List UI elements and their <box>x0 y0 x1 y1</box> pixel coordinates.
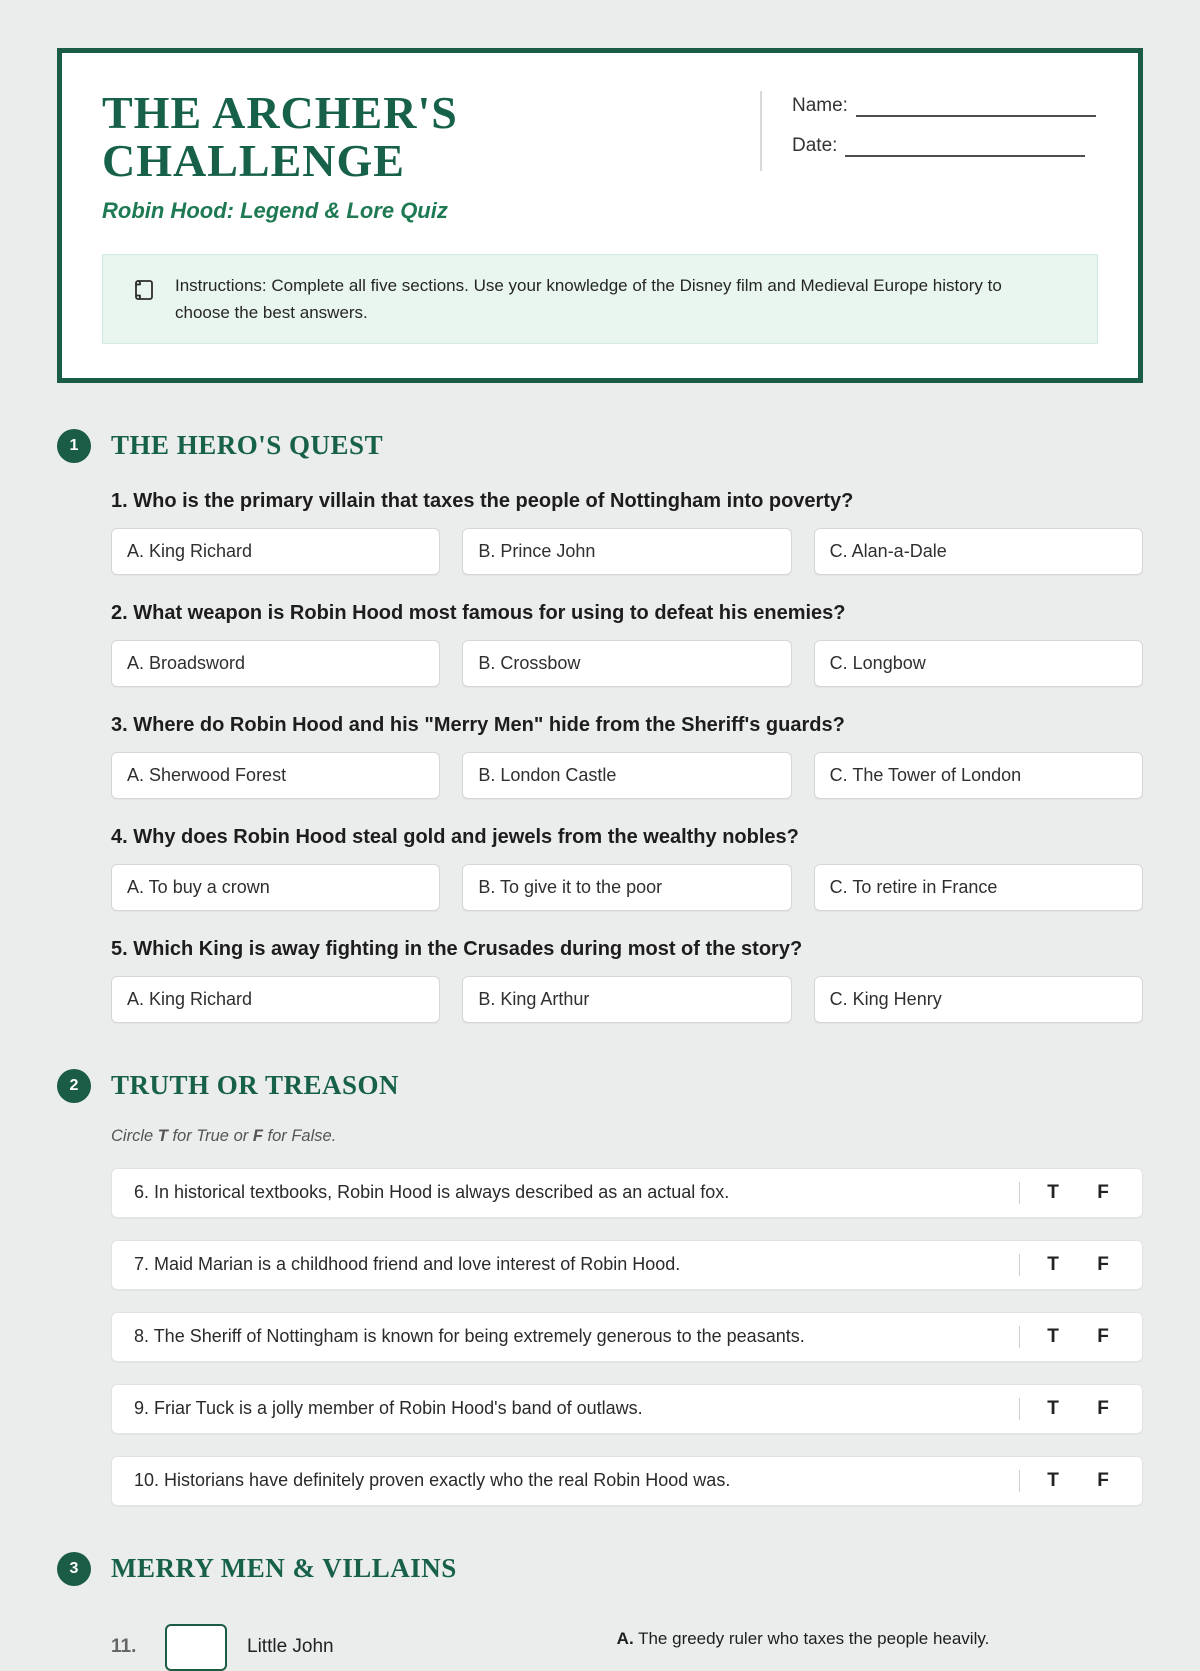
scroll-icon <box>131 278 155 307</box>
match-11-number: 11. <box>111 1636 137 1658</box>
section-2-body <box>111 1127 1143 1506</box>
tf-6-false[interactable]: F <box>1097 1181 1109 1203</box>
question-5-option-a[interactable]: A. King Richard <box>111 976 440 1023</box>
section-3-body <box>111 1624 1143 1671</box>
tf-statement-8: 8. The Sheriff of Nottingham is known for being extremely generous to the peasants. <box>134 1326 805 1347</box>
tf-divider <box>1019 1398 1020 1420</box>
note-f: F <box>252 1126 263 1145</box>
tf-row-8 <box>111 1312 1143 1362</box>
tf-10-false[interactable]: F <box>1097 1469 1109 1491</box>
tf-divider <box>1019 1470 1020 1492</box>
section-3-badge: 3 <box>57 1552 91 1586</box>
header-card <box>57 48 1143 383</box>
tf-10-true[interactable]: T <box>1047 1469 1059 1491</box>
tf-7-true[interactable]: T <box>1047 1253 1059 1275</box>
note-post: for False. <box>262 1126 337 1145</box>
section-2-title: TRUTH OR TREASON <box>111 1070 400 1101</box>
question-3-option-a[interactable]: A. Sherwood Forest <box>111 752 440 799</box>
name-field <box>792 95 1098 117</box>
question-4-option-c[interactable]: C. To retire in France <box>814 864 1143 911</box>
match-definition-a-text: The greedy ruler who taxes the people heavily. <box>638 1628 990 1648</box>
question-2-option-b[interactable]: B. Crossbow <box>462 640 791 687</box>
tf-8-true[interactable]: T <box>1047 1325 1059 1347</box>
question-5-option-c[interactable]: C. King Henry <box>814 976 1143 1023</box>
tf-divider <box>1019 1254 1020 1276</box>
instructions-box <box>102 254 1098 344</box>
question-3-option-b[interactable]: B. London Castle <box>462 752 791 799</box>
tf-statement-6: 6. In historical textbooks, Robin Hood is always described as an actual fox. <box>134 1182 730 1203</box>
question-1-option-a[interactable]: A. King Richard <box>111 528 440 575</box>
question-1 <box>111 490 1143 575</box>
tf-9-false[interactable]: F <box>1097 1397 1109 1419</box>
question-4-option-a[interactable]: A. To buy a crown <box>111 864 440 911</box>
tf-statement-10: 10. Historians have definitely proven exactly who the real Robin Hood was. <box>134 1470 731 1491</box>
question-1-option-c[interactable]: C. Alan-a-Dale <box>814 528 1143 575</box>
note-pre: Circle <box>111 1126 158 1145</box>
match-11-answer-box[interactable] <box>165 1624 227 1671</box>
true-false-note <box>111 1127 1143 1146</box>
question-2-option-c[interactable]: C. Longbow <box>814 640 1143 687</box>
match-definition-a <box>617 1624 1143 1671</box>
question-5-option-b[interactable]: B. King Arthur <box>462 976 791 1023</box>
tf-statement-7: 7. Maid Marian is a childhood friend and love interest of Robin Hood. <box>134 1254 681 1275</box>
match-item-11 <box>111 1624 617 1671</box>
date-field <box>792 135 1098 157</box>
page-subtitle: Robin Hood: Legend & Lore Quiz <box>102 197 448 223</box>
tf-row-9 <box>111 1384 1143 1434</box>
note-t: T <box>157 1126 168 1145</box>
date-input-line[interactable] <box>845 137 1085 157</box>
tf-divider <box>1019 1326 1020 1348</box>
tf-divider <box>1019 1182 1020 1204</box>
name-date-block <box>792 89 1098 175</box>
matching-grid <box>111 1624 1143 1671</box>
header-vertical-divider <box>760 91 762 171</box>
match-definition-a-letter: A. <box>616 1628 634 1648</box>
question-2-option-a[interactable]: A. Broadsword <box>111 640 440 687</box>
question-2-options <box>111 640 1143 687</box>
question-3-text: 3. Where do Robin Hood and his "Merry Men" hide from the Sheriff's guards? <box>111 713 845 736</box>
question-4-option-b[interactable]: B. To give it to the poor <box>462 864 791 911</box>
tf-row-7 <box>111 1240 1143 1290</box>
section-2-badge: 2 <box>57 1069 91 1103</box>
page-title: THE ARCHER'S CHALLENGE <box>102 87 458 187</box>
tf-statement-9: 9. Friar Tuck is a jolly member of Robin Hood's band of outlaws. <box>134 1398 643 1419</box>
tf-8-false[interactable]: F <box>1097 1325 1109 1347</box>
tf-row-6 <box>111 1168 1143 1218</box>
name-input-line[interactable] <box>856 97 1096 117</box>
note-mid: for True or <box>167 1126 253 1145</box>
question-4 <box>111 826 1143 911</box>
section-1-body <box>111 490 1143 1023</box>
question-3 <box>111 714 1143 799</box>
header-top <box>102 89 1098 224</box>
section-3-header <box>57 1552 1143 1586</box>
tf-9-true[interactable]: T <box>1047 1397 1059 1419</box>
instructions-text: Instructions: Complete all five sections. Use your knowledge of the Disney film and Medieval Europe history to choose the best answers. <box>175 275 1002 322</box>
question-4-options <box>111 864 1143 911</box>
section-1-badge: 1 <box>57 429 91 463</box>
name-label: Name: <box>792 95 848 116</box>
question-2-text: 2. What weapon is Robin Hood most famous for using to defeat his enemies? <box>111 601 846 624</box>
section-1-header <box>57 429 1143 463</box>
question-4-text: 4. Why does Robin Hood steal gold and jewels from the wealthy nobles? <box>111 825 799 848</box>
tf-6-true[interactable]: T <box>1047 1181 1059 1203</box>
question-5-text: 5. Which King is away fighting in the Crusades during most of the story? <box>111 937 803 960</box>
question-5 <box>111 938 1143 1023</box>
tf-7-false[interactable]: F <box>1097 1253 1109 1275</box>
question-2 <box>111 602 1143 687</box>
section-2-header <box>57 1069 1143 1103</box>
question-3-option-c[interactable]: C. The Tower of London <box>814 752 1143 799</box>
question-1-options <box>111 528 1143 575</box>
title-block <box>102 89 750 224</box>
question-1-text: 1. Who is the primary villain that taxes the people of Nottingham into poverty? <box>111 489 854 512</box>
question-5-options <box>111 976 1143 1023</box>
section-1-title: THE HERO'S QUEST <box>111 430 384 461</box>
tf-row-10 <box>111 1456 1143 1506</box>
date-label: Date: <box>792 135 838 156</box>
question-1-option-b[interactable]: B. Prince John <box>462 528 791 575</box>
section-3-title: MERRY MEN & VILLAINS <box>111 1553 457 1584</box>
question-3-options <box>111 752 1143 799</box>
match-11-name: Little John <box>247 1636 334 1658</box>
